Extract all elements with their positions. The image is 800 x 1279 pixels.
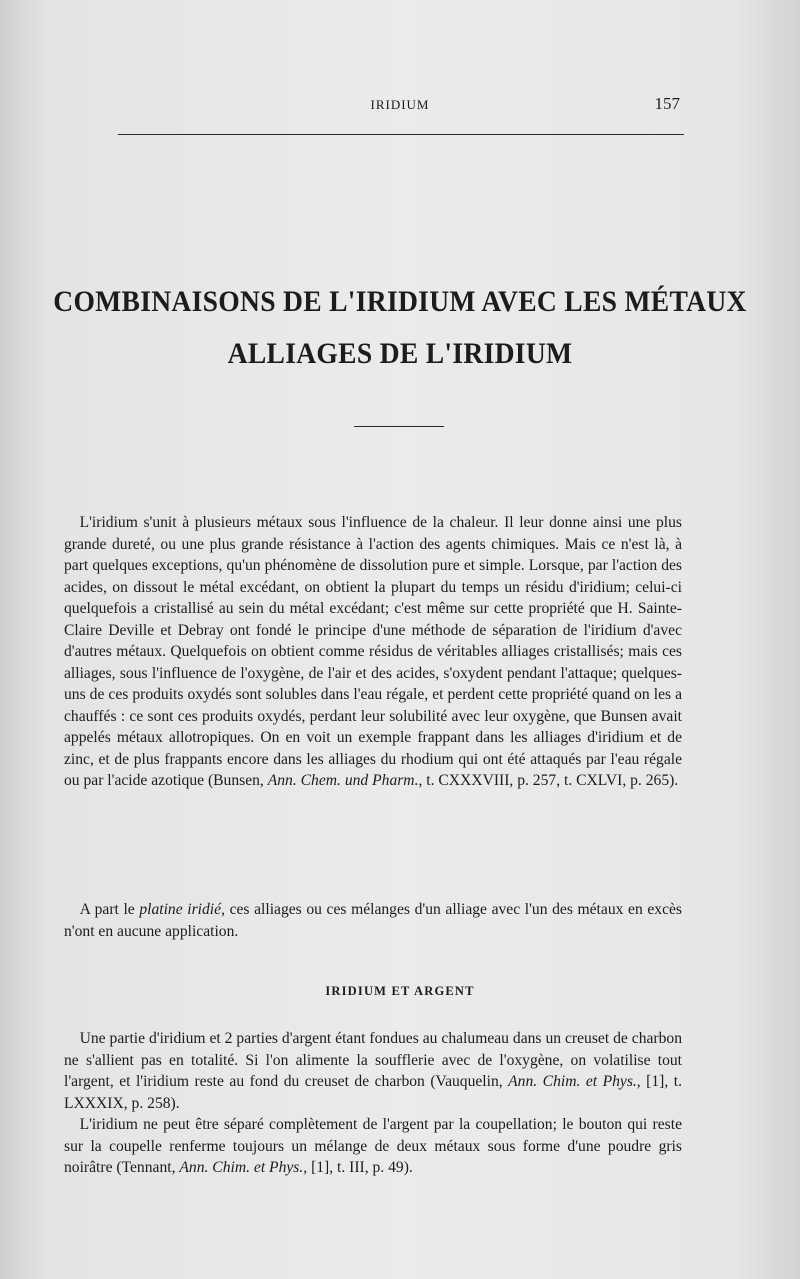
running-title: IRIDIUM [370, 97, 430, 112]
paragraph-platine [64, 899, 682, 942]
citation-italic: Ann. Chim. et Phys. [508, 1073, 637, 1090]
paragraph-argent-1 [64, 1028, 682, 1114]
paragraph-platine-rest: , ces alliages ou ces mélanges d'un alliage avec l'un des métaux en excès n'ont en aucune application. [64, 901, 682, 940]
header-rule [118, 134, 684, 135]
chapter-title-line-1: COMBINAISONS DE L'IRIDIUM AVEC LES MÉTAUX [53, 285, 747, 318]
citation-italic: Ann. Chim. et Phys. [179, 1159, 304, 1176]
chapter-title-line-2: ALLIAGES DE L'IRIDIUM [227, 337, 573, 370]
paragraph-argent-2 [64, 1114, 682, 1179]
platine-iridie-term: platine iridié [139, 901, 222, 918]
citation-rest: , [1], t. LXXXIX, p. 258). [64, 1073, 682, 1112]
citation-rest: , t. CXXXVIII, p. 257, t. CXLVI, p. 265). [418, 772, 679, 789]
paragraph-intro-text: L'iridium s'unit à plusieurs métaux sous l'influence de la chaleur. Il leur donne ainsi une plus grande dureté, ou une plus grande résistance à l'action des agents chimiques. Mais ce n'est là, à part quelques exceptions, qu'un phénomène de dissolution pure et simple. Lorsque, par l'action des acides, on dissout le métal excédant, on obtient la plupart du temps un résidu d'iridium; celui-ci quelquefois a cristallisé au sein du métal excédant; c'est même sur cette propriété que H. Sainte-Claire Deville et Debray ont fondé le principe d'une méthode de séparation de l'iridium d'avec d'autres métaux. Quelquefois on obtient comme résidus de véritables alliages cristallisés; mais ces alliages, sous l'influence de l'oxygène, de l'air et des acides, s'oxydent pendant l'attaque; quelques-uns de ces produits oxydés sont solubles dans l'eau régale, et perdent cette propriété quand on les a chauffés : ce sont ces produits oxydés, perdant leur solubilité avec leur oxygène, que Bunsen avait appelés métaux allotropiques. On en voit un exemple frappant dans les alliages d'iridium et de zinc, et de plus frappants encore dans les alliages du rhodium qui ont été attaqués par l'eau régale ou par l'acide azotique (Bunsen, [64, 514, 682, 789]
paragraph-platine-start: A part le [79, 901, 140, 918]
citation-italic: Ann. Chem. und Pharm. [267, 772, 419, 789]
paragraph-intro [64, 512, 682, 792]
paragraph-argent-2-text: L'iridium ne peut être séparé complètement de l'argent par la coupellation; le bouton qui reste sur la coupelle renferme toujours un mélange de deux métaux sous forme d'une poudre gris noirâtre (Tennant, [64, 1116, 682, 1176]
title-rule [354, 426, 444, 427]
page-number: 157 [654, 94, 680, 113]
section-heading: IRIDIUM ET ARGENT [325, 984, 475, 998]
running-head [0, 94, 800, 116]
citation-rest: , [1], t. III, p. 49). [303, 1159, 413, 1176]
paragraph-argent-1-text: Une partie d'iridium et 2 parties d'argent étant fondues au chalumeau dans un creuset de charbon ne s'allient pas en totalité. Si l'on alimente la soufflerie avec de l'oxygène, on volatilise tout l'argent, et l'iridium reste au fond du creuset de charbon (Vauquelin, [64, 1030, 682, 1090]
